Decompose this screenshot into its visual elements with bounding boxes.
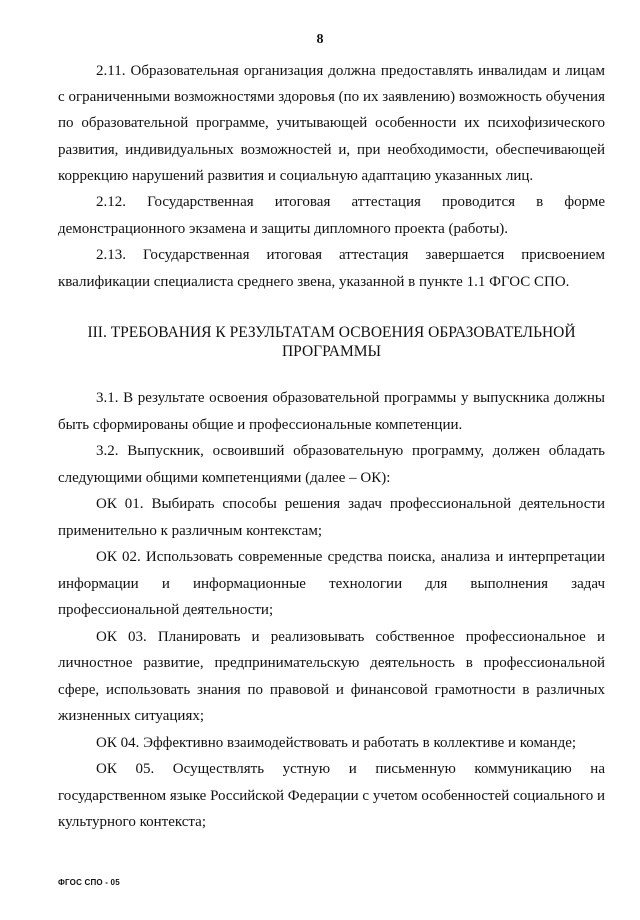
competency-ok-04: ОК 04. Эффективно взаимодействовать и работать в коллективе и команде; bbox=[96, 734, 577, 751]
paragraph-2-13: 2.13. Государственная итоговая аттестация завершается присвоением квалификации специалиста среднего звена, указанной в пункте 1.1 ФГОС СПО. bbox=[58, 247, 605, 290]
competency-ok-02: ОК 02. Использовать современные средства поиска, анализа и интерпретации информации и информационные технологии для выполнения задач профессиональной деятельности; bbox=[58, 549, 605, 619]
paragraph-3-2: 3.2. Выпускник, освоивший образовательную программу, должен обладать следующими общими компетенциями (далее – ОК): bbox=[58, 443, 605, 486]
section-heading-line-2: ПРОГРАММЫ bbox=[281, 343, 382, 361]
paragraph-3-1: 3.1. В результате освоения образовательной программы у выпускника должны быть сформированы общие и профессиональные компетенции. bbox=[58, 390, 605, 433]
section-heading-line-1: III. ТРЕБОВАНИЯ К РЕЗУЛЬТАТАМ ОСВОЕНИЯ ОБРАЗОВАТЕЛЬНОЙ bbox=[87, 324, 576, 342]
paragraph-2-11: 2.11. Образовательная организация должна предоставлять инвалидам и лицам с ограниченными возможностями здоровья (по их заявлению) возможность обучения по образовательной программе, учитывающей особенности их психофизического развития, индивидуальных возможностей и, при необходимости, обеспечивающей коррекцию нарушений развития и социальную адаптацию указанных лиц. bbox=[58, 63, 605, 184]
competency-ok-05: ОК 05. Осуществлять устную и письменную коммуникацию на государственном языке Российской Федерации с учетом особенностей социального и культурного контекста; bbox=[58, 761, 605, 831]
footer-document-code: ФГОС СПО - 05 bbox=[58, 878, 120, 887]
section-heading bbox=[58, 323, 605, 361]
paragraph-2-12: 2.12. Государственная итоговая аттестация проводится в форме демонстрационного экзамена и защиты дипломного проекта (работы). bbox=[58, 194, 605, 237]
competency-ok-01: ОК 01. Выбирать способы решения задач профессиональной деятельности применительно к различным контекстам; bbox=[58, 496, 605, 539]
page-number: 8 bbox=[316, 32, 324, 47]
competency-ok-03: ОК 03. Планировать и реализовывать собственное профессиональное и личностное развитие, предпринимательскую деятельность в профессиональной сфере, использовать знания по правовой и финансовой грамотности в различных жизненных ситуациях; bbox=[58, 628, 605, 725]
document-body bbox=[58, 58, 605, 836]
